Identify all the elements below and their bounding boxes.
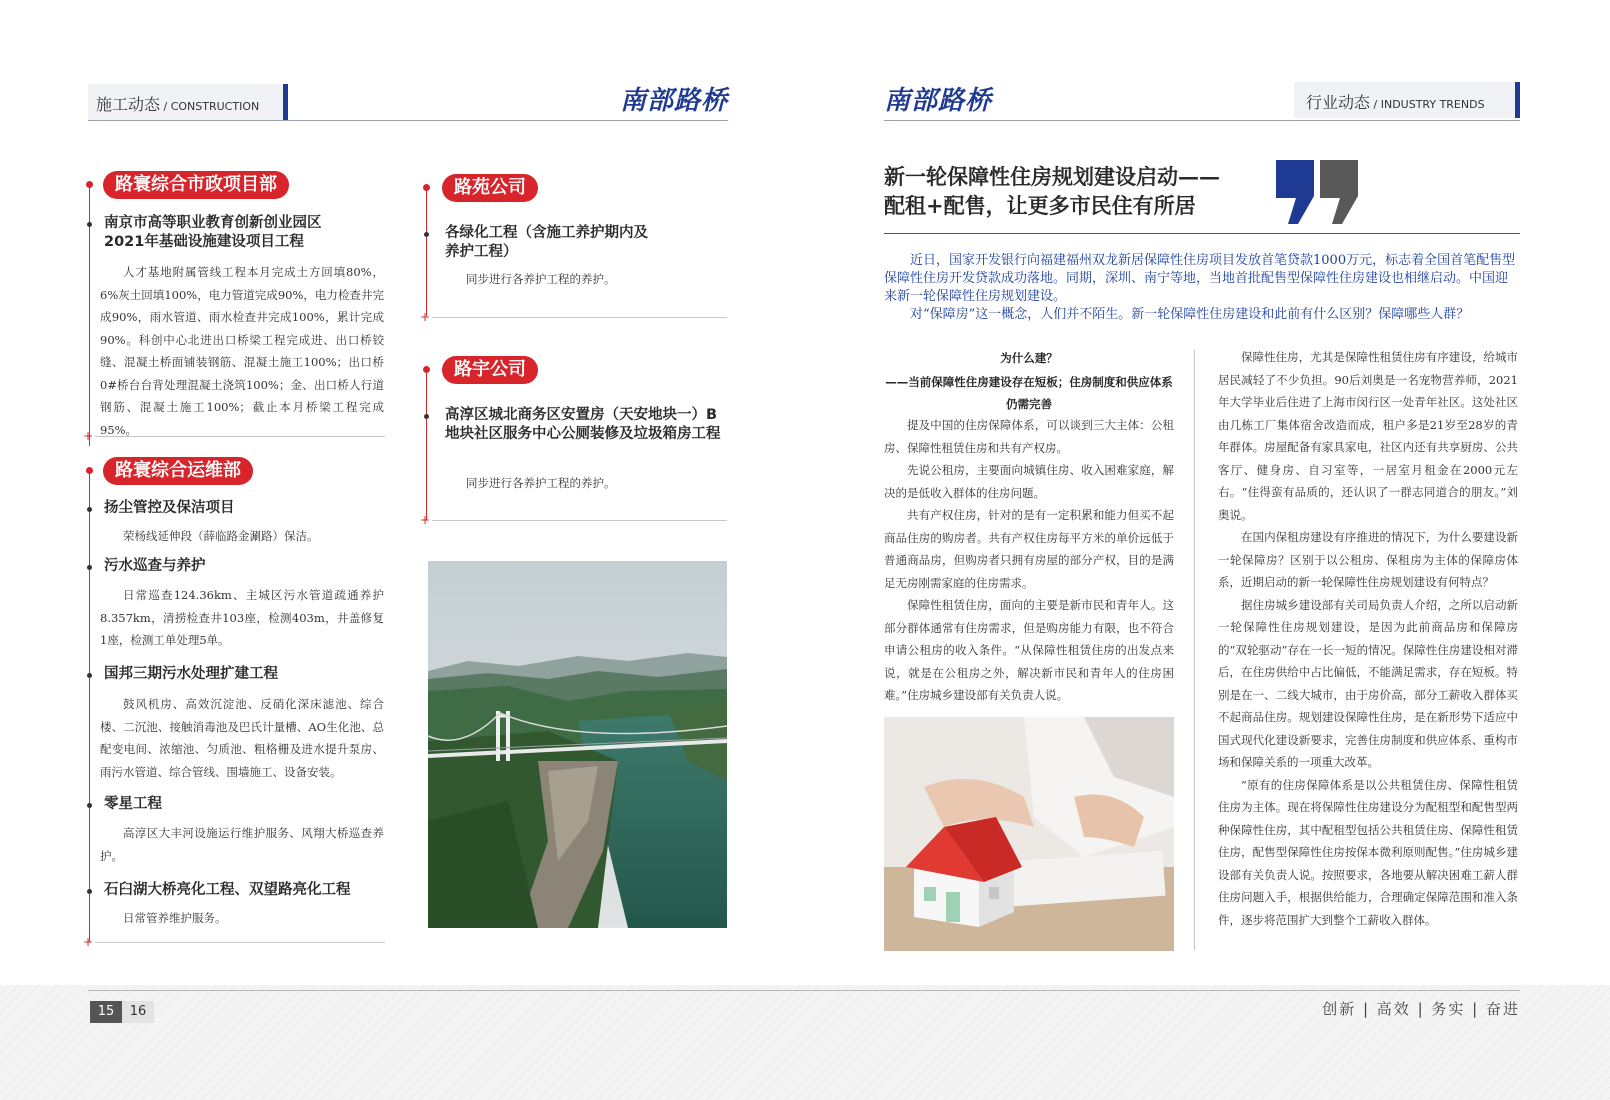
subhead-answer: ——当前保障性住房建设存在短板；住房制度和供应体系仍需完善 (885, 375, 1173, 411)
header-rule-right (884, 120, 1520, 121)
article-col-right (1218, 346, 1518, 931)
article-paragraph: 保障性住房，尤其是保障性租赁住房有序建设，给城市居民减轻了不少负担。90后刘奥是一名宠物营养师，2021年大学毕业后住进了上海市闵行区一处青年社区。这处社区由几栋工厂集体宿舍改造而成，租户多是21岁至28岁的青年群体。房屋配备有家具家电，社区内还有共享厨房、公共客厅、健身房、自习室等，一居室月租金在2000元左右。“住得蛮有品质的，还认识了一群志同道合的朋友。”刘奥说。 (1218, 350, 1518, 522)
headline-line-1: 新一轮保障性住房规划建设启动—— (884, 164, 1220, 189)
article-paragraph: 据住房城乡建设部有关司局负责人介绍，之所以启动新一轮保障性住房规划建设，是因为此前商品房和保障房的“双轮驱动”存在一长一短的情况。保障性住房建设相对滞后，在住房供给中占比偏低，不能满足需求，存在短板。特别是在一、二线大城市，由于房价高，部分工薪收入群体买不起商品住房。规划建设保障性住房，是在新形势下适应中国式现代化建设新要求，完善住房制度和供应体系、重构市场和保障关系的一项重大改革。 (1218, 597, 1518, 769)
project-title: 高淳区城北商务区安置房（天安地块一）B地块社区服务中心公厕装修及垃圾箱房工程 (445, 407, 721, 442)
footer-rule (88, 990, 1520, 991)
article-headline (884, 162, 1294, 220)
project-body: 人才基地附属管线工程本月完成土方回填80%，6%灰土回填100%，电力管道完成90%，电力检查井完成90%，雨水管道、雨水检查井完成100%，累计完成90%。科创中心北进出口桥梁工程完成进、出口桥铰缝、混凝土桥面铺装钢筋、混凝土施工100%；出口桥0#桥台台背处理混凝土浇筑100%；金、出口桥人行道钢筋、混凝土施工100%；截止本月桥梁工程完成95%。 (100, 265, 384, 437)
bullet-dot (87, 565, 92, 570)
dept-title-pill: 路寰综合运维部 (103, 457, 253, 485)
item-body: 日常巡查124.36km、主城区污水管道疏通养护8.357km，清捞检查井103座，检测403m，井盖修复1座，检测工单处理5单。 (100, 588, 384, 647)
bullet-dot (87, 673, 92, 678)
company-title-pill: 路宇公司 (442, 356, 538, 384)
divider-plus: + (83, 935, 94, 949)
dept-title-pill: 路寰综合市政项目部 (103, 171, 289, 199)
intro-paragraph-1: 近日，国家开发银行向福建福州双龙新居保障性住房项目发放首笔贷款1000万元，标志着全国首笔配售型保障性住房开发贷款成功落地。同期，深圳、南宁等地，当地首批配售型保障性住房建设也相继启动。中国迎来新一轮保障性住房规划建设。 (884, 253, 1516, 304)
article-paragraph: 共有产权住房，针对的是有一定积累和能力但买不起商品住房的购房者。共有产权住房每平方米的单价远低于普通商品房，但购房者只拥有房屋的部分产权，目的是满足无房刚需家庭的住房需求。 (884, 508, 1174, 590)
bullet-dot (87, 803, 92, 808)
divider-plus: + (420, 310, 431, 324)
item-body: 日常管养维护服务。 (123, 911, 227, 925)
article-paragraph: 先说公租房，主要面向城镇住房、收入困难家庭，解决的是低收入群体的住房问题。 (884, 463, 1174, 500)
item-title: 扬尘管控及保洁项目 (104, 500, 235, 516)
bullet-dot (424, 232, 429, 237)
footer-slogan: 创新 | 高效 | 务实 | 奋进 (1322, 1000, 1520, 1018)
tab-accent (1515, 82, 1520, 118)
article-col-left (884, 414, 1174, 707)
headline-rule (884, 233, 1520, 234)
article-paragraph: “原有的住房保障体系是以公共租赁住房、保障性租赁住房为主体。现在将保障性住房建设分为配租型和配售型两种保障性住房，其中配租型包括公共租赁住房、保障性租赁住房，配售型保障性住房按保本微利原则配售。”住房城乡建设部有关负责人说。按照要求，各地要从解决困难工薪人群住房问题入手，根据供给能力，合理确定保障范围和准入条件，逐步将范围扩大到整个工薪收入群体。 (1218, 777, 1518, 927)
page-number-15: 15 (90, 1001, 122, 1023)
bullet-dot (424, 414, 429, 419)
project-title: 南京市高等职业教育创新创业园区2021年基础设施建设项目工程 (104, 215, 322, 250)
column-divider (1194, 350, 1195, 950)
house-model-photo (884, 717, 1174, 951)
timeline-dot (423, 366, 430, 373)
bridge-photo (428, 561, 727, 928)
bullet-dot (87, 507, 92, 512)
section-title-cn: 行业动态 (1306, 93, 1371, 112)
brand-logo-right: 南部路桥 (884, 86, 993, 116)
section-sep: / (1370, 98, 1381, 111)
article-paragraph: 在国内保租房建设有序推进的情况下，为什么要建设新一轮保障房？区别于以公租房、保租房为主体的保障房体系，近期启动的新一轮保障性住房规划建设有何特点？ (1218, 530, 1518, 589)
article-paragraph: 保障性租赁住房，面向的主要是新市民和青年人。这部分群体通常有住房需求，但是购房能力有限，也不符合申请公租房的收入条件。“从保障性租赁住房的出发点来说，就是在公租房之外，解决新市民和青年人的住房困难。”住房城乡建设部有关负责人说。 (884, 598, 1174, 702)
section-tab-construction (88, 84, 288, 120)
divider-line (432, 317, 727, 318)
item-title: 零星工程 (104, 796, 162, 812)
tab-accent (283, 84, 288, 120)
brand-logo-left: 南部路桥 (620, 86, 729, 116)
item-title: 石臼湖大桥亮化工程、双望路亮化工程 (104, 882, 351, 898)
section-title-en: CONSTRUCTION (170, 100, 260, 113)
article-paragraph: 提及中国的住房保障体系，可以谈到三大主体：公租房、保障性租赁住房和共有产权房。 (884, 418, 1174, 455)
timeline-dot (86, 181, 93, 188)
section-title-cn: 施工动态 (96, 95, 161, 114)
project-body: 同步进行各养护工程的养护。 (466, 476, 616, 490)
headline-line-2: 配租+配售，让更多市民住有所居 (884, 193, 1196, 218)
page-number-16: 16 (122, 1001, 154, 1023)
company-title-pill: 路苑公司 (442, 174, 538, 202)
divider-line (432, 520, 727, 521)
subhead-question: 为什么建？ (1000, 351, 1058, 365)
divider-line (95, 436, 385, 437)
divider-plus: + (420, 513, 431, 527)
quote-mark-icon (1276, 160, 1360, 228)
section-title-en: INDUSTRY TRENDS (1380, 98, 1485, 111)
divider-line (95, 942, 385, 943)
bullet-dot (87, 222, 92, 227)
bullet-dot (87, 889, 92, 894)
section-tab-industry (1294, 82, 1520, 118)
project-body: 同步进行各养护工程的养护。 (466, 272, 616, 286)
timeline-line (426, 370, 427, 520)
timeline-line (426, 188, 427, 316)
project-title: 各绿化工程（含施工养护期内及养护工程） (445, 225, 648, 260)
timeline-line (89, 472, 90, 942)
section-sep: / (160, 100, 171, 113)
timeline-dot (86, 467, 93, 474)
item-body: 鼓风机房、高效沉淀池、反硝化深床滤池、综合楼、二沉池、接触消毒池及巴氏计量槽、AO生化池、总配变电间、浓缩池、匀质池、粗格栅及进水提升泵房、雨污水管道、综合管线、围墙施工、设备安装。 (100, 697, 384, 779)
divider-plus: + (83, 429, 94, 443)
header-rule-left (88, 120, 728, 121)
item-title: 国邦三期污水处理扩建工程 (104, 666, 278, 682)
timeline-dot (423, 184, 430, 191)
item-title: 污水巡查与养护 (104, 558, 206, 574)
intro-paragraph-2: 对“保障房”这一概念，人们并不陌生。新一轮保障性住房建设和此前有什么区别？保障哪些人群？ (910, 307, 1470, 322)
item-body: 高淳区大丰河设施运行维护服务、风翔大桥巡查养护。 (100, 826, 384, 863)
item-body: 荣杨线延伸段（薛临路金涮路）保洁。 (123, 529, 319, 543)
